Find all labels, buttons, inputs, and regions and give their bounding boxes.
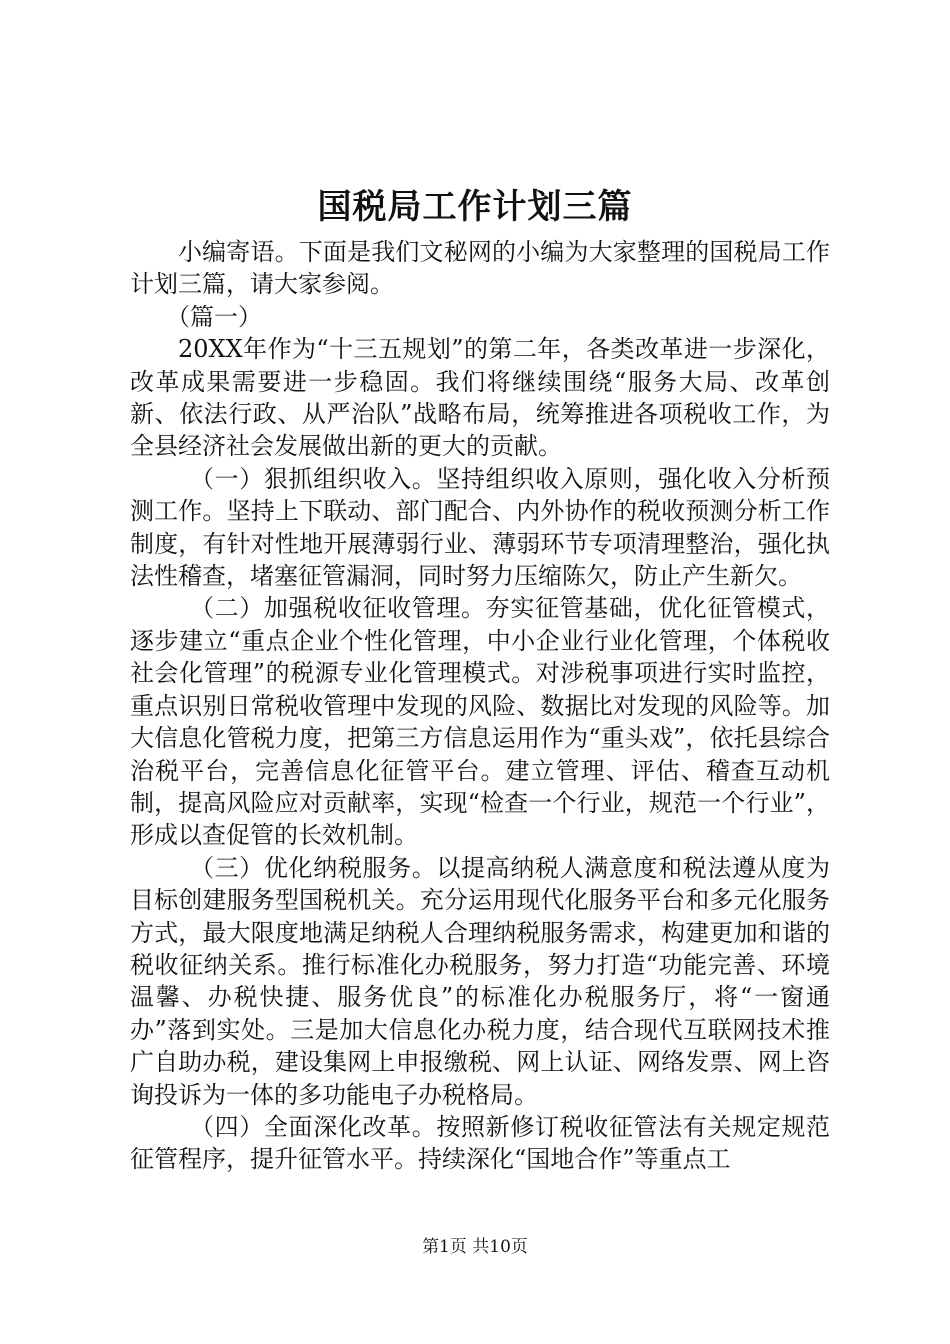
body-paragraph: （四）全面深化改革。按照新修订税收征管法有关规定规范征管程序，提升征管水平。持续深化“国地合作”等重点工 [130,1112,830,1174]
body-paragraph: （三）优化纳税服务。以提高纳税人满意度和税法遵从度为目标创建服务型国税机关。充分运用现代化服务平台和多元化服务方式，最大限度地满足纳税人合理纳税服务需求，构建更加和谐的税收征纳关系。推行标准化办税服务，努力打造“功能完善、环境温馨、办税快捷、服务优良”的标准化办税服务厅，将“一窗通办”落到实处。三是加大信息化办税力度，结合现代互联网技术推广自助办税，建设集网上申报缴税、网上认证、网络发票、网上咨询投诉为一体的多功能电子办税格局。 [130,853,830,1109]
section-heading: （篇一） [166,302,262,331]
body-paragraph: （二）加强税收征收管理。夯实征管基础，优化征管模式，逐步建立“重点企业个性化管理，中小企业行业化管理，个体税收社会化管理”的税源专业化管理模式。对涉税事项进行实时监控，重点识别日常税收管理中发现的风险、数据比对发现的风险等。加大信息化管税力度，把第三方信息运用作为“重头戏”，依托县综合治税平台，完善信息化征管平台。建立管理、评估、稽查互动机制，提高风险应对贡献率，实现“检查一个行业，规范一个行业”，形成以查促管的长效机制。 [130,594,830,850]
intro-paragraph: 小编寄语。下面是我们文秘网的小编为大家整理的国税局工作计划三篇，请大家参阅。 [130,238,830,299]
body-paragraph: 20XX年作为“十三五规划”的第二年，各类改革进一步深化，改革成果需要进一步稳固。我们将继续围绕“服务大局、改革创新、依法行政、从严治队”战略布局，统筹推进各项税收工作，为全县经济社会发展做出新的更大的贡献。 [130,335,830,461]
page-footer: 第1页 共10页 [422,1237,528,1257]
document-body [130,236,830,1176]
body-paragraph: （一）狠抓组织收入。坚持组织收入原则，强化收入分析预测工作。坚持上下联动、部门配合、内外协作的税收预测分析工作制度，有针对性地开展薄弱行业、薄弱环节专项清理整治，强化执法性稽查，堵塞征管漏洞，同时努力压缩陈欠，防止产生新欠。 [130,464,830,591]
document-title: 国税局工作计划三篇 [317,187,633,227]
